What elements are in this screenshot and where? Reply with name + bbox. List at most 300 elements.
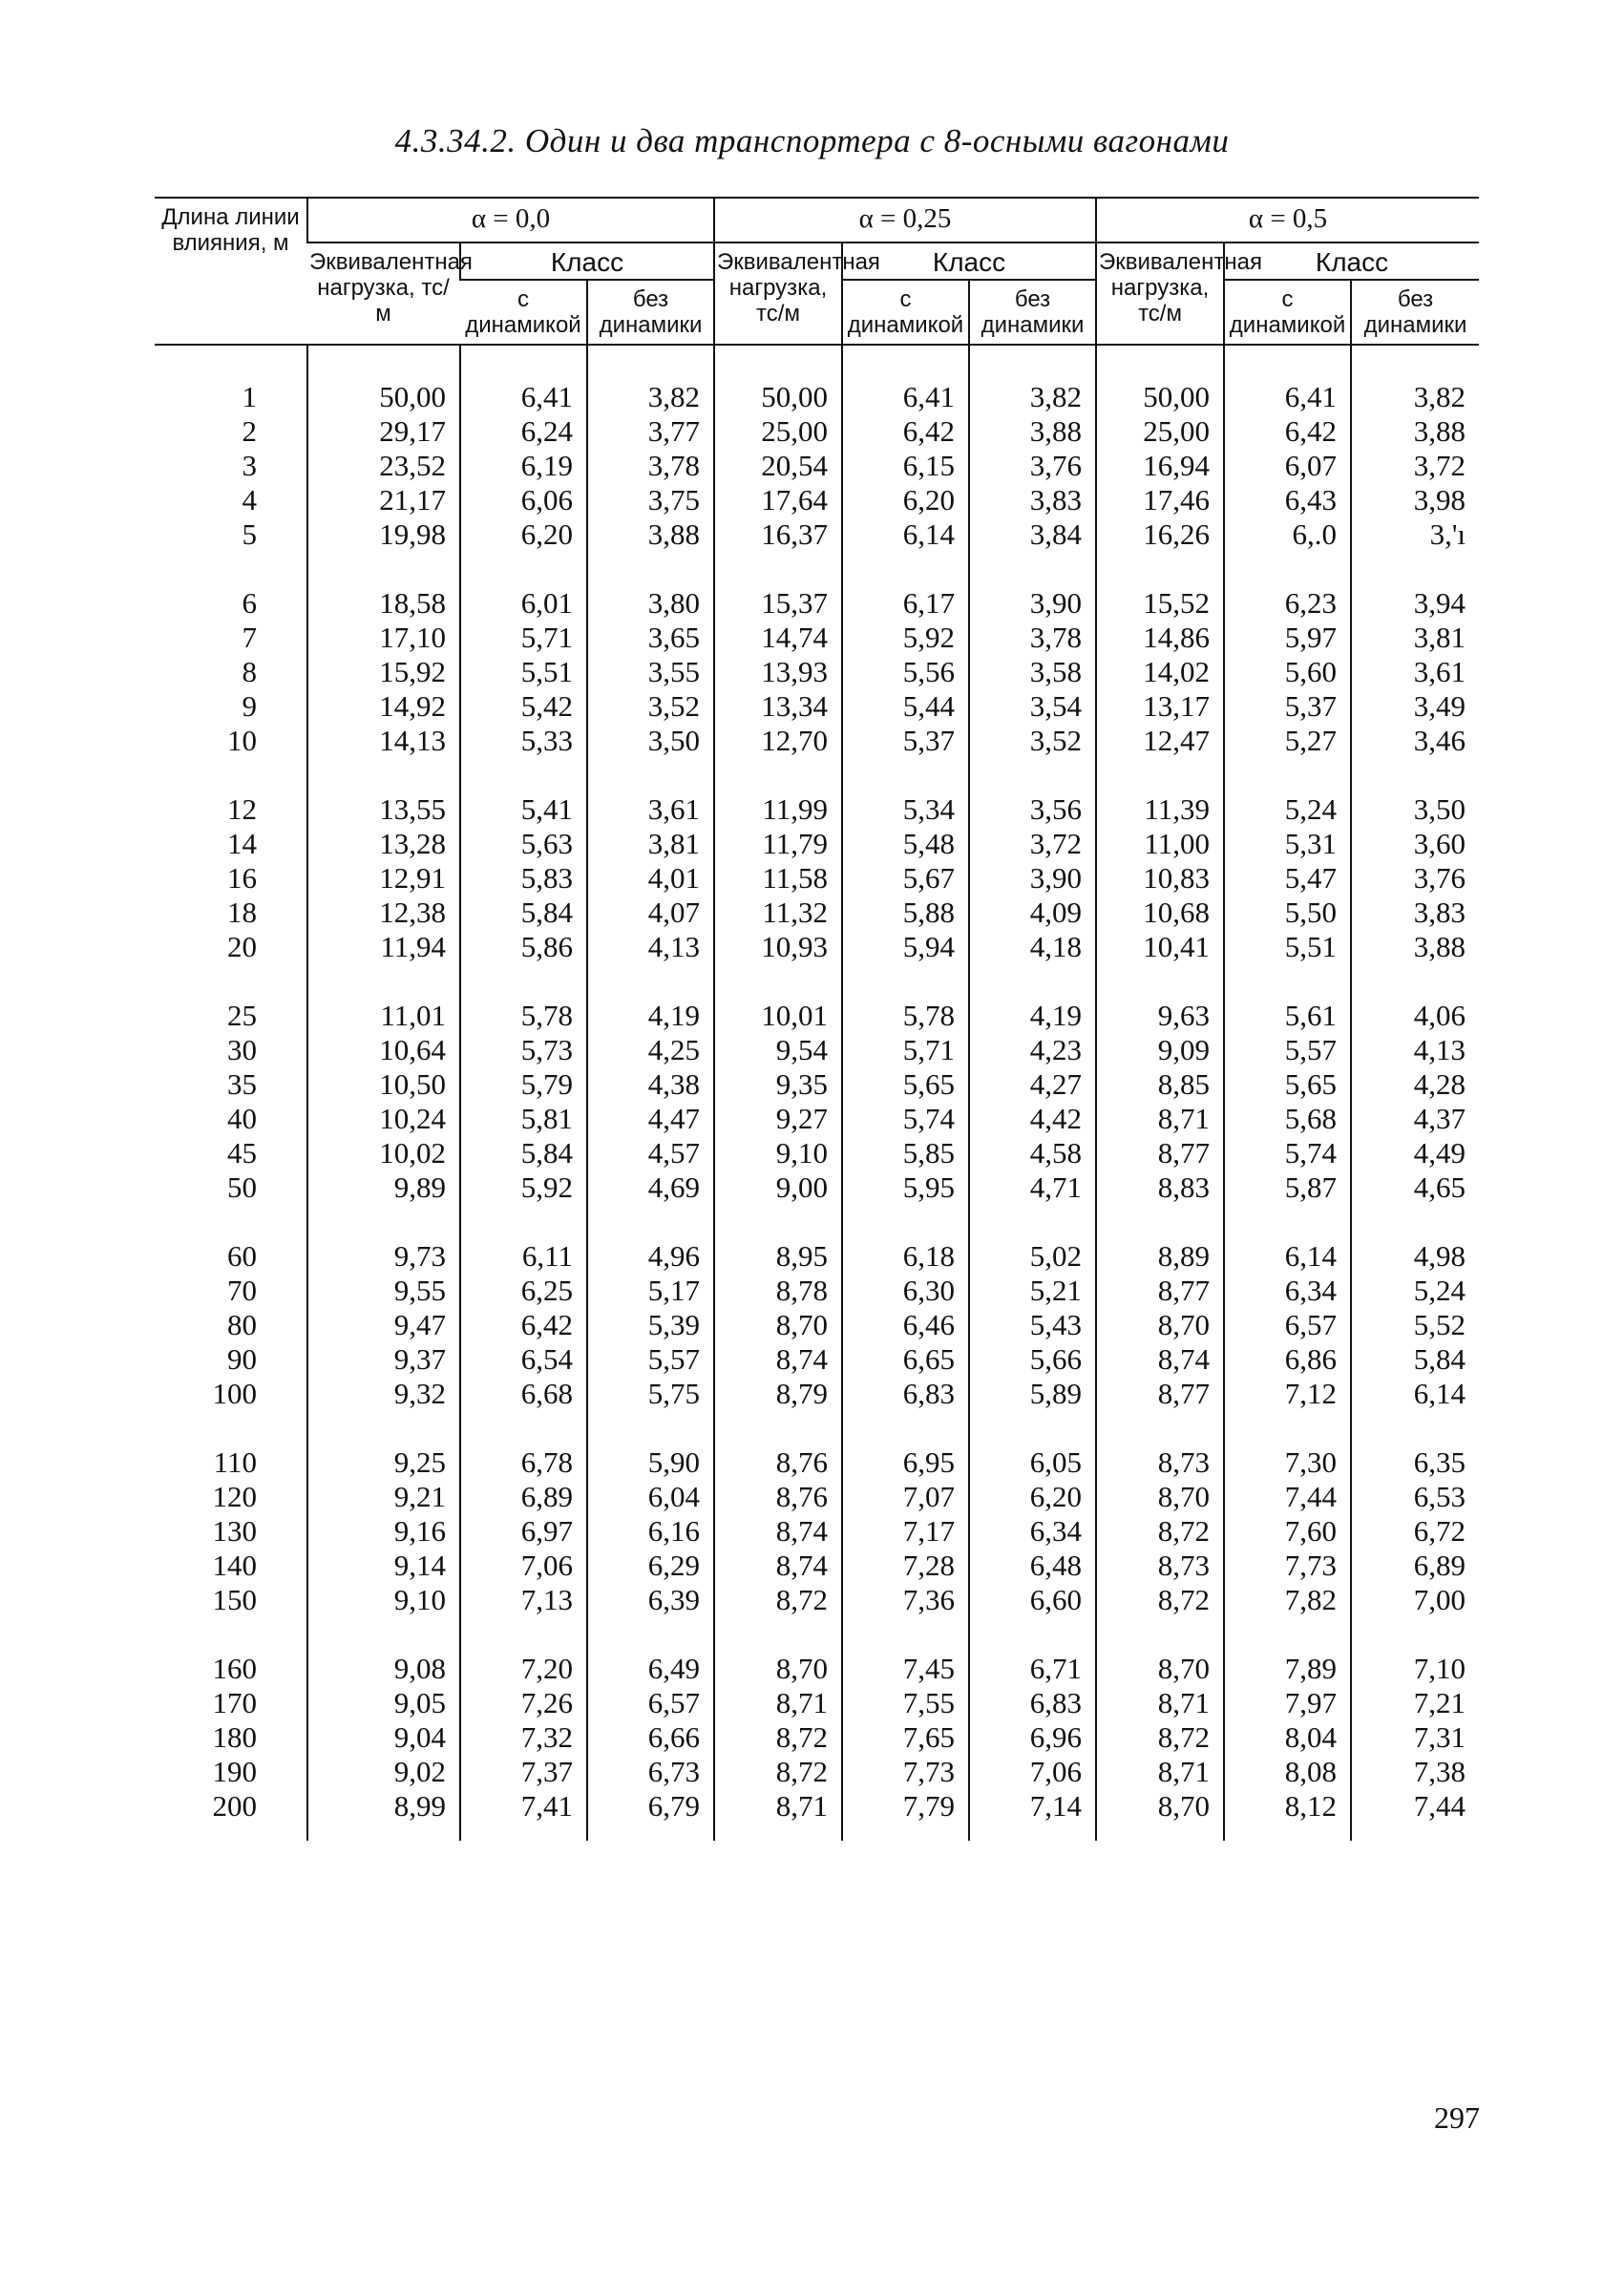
value-cell: 8,76 [714, 1480, 842, 1514]
value-cell: 5,88 [842, 896, 969, 930]
value-cell: 3,50 [1351, 792, 1479, 827]
value-cell: 4,23 [969, 1033, 1096, 1067]
spacer-cell [155, 1824, 307, 1841]
spacer-cell [1096, 1824, 1224, 1841]
value-cell: 17,46 [1096, 483, 1224, 517]
value-cell: 5,84 [460, 1136, 587, 1170]
row-spacer [155, 1824, 1479, 1841]
length-cell: 5 [242, 517, 257, 551]
value-cell: 6,39 [587, 1583, 714, 1617]
equiv-load-header-0: Эквивалентная нагрузка, тс/м [307, 242, 460, 345]
value-cell: 15,37 [714, 586, 842, 621]
value-cell: 9,63 [1096, 999, 1224, 1033]
value-cell: 7,17 [842, 1514, 969, 1549]
table-row [155, 1274, 1479, 1308]
value-cell: 6,05 [969, 1445, 1096, 1480]
value-cell: 8,12 [1224, 1789, 1351, 1824]
spacer-cell [155, 758, 307, 792]
value-cell: 5,92 [460, 1170, 587, 1205]
value-cell: 50,00 [714, 380, 842, 414]
value-cell: 6,73 [587, 1755, 714, 1789]
value-cell: 50,00 [307, 380, 460, 414]
spacer-cell [1351, 1824, 1479, 1841]
spacer-cell [1351, 345, 1479, 380]
value-cell: 3,77 [587, 414, 714, 449]
table-row [155, 449, 1479, 483]
spacer-cell [307, 758, 460, 792]
value-cell: 6,29 [587, 1549, 714, 1583]
value-cell: 3,88 [969, 414, 1096, 449]
value-cell: 6,14 [842, 517, 969, 552]
spacer-cell [714, 1205, 842, 1239]
value-cell: 8,71 [1096, 1755, 1224, 1789]
spacer-cell [1351, 1205, 1479, 1239]
value-cell: 7,07 [842, 1480, 969, 1514]
value-cell: 5,48 [842, 827, 969, 861]
length-cell: 35 [227, 1067, 257, 1101]
value-cell: 6,06 [460, 483, 587, 517]
value-cell: 8,78 [714, 1274, 842, 1308]
value-cell: 8,79 [714, 1377, 842, 1411]
length-cell: 200 [212, 1789, 257, 1823]
value-cell: 8,70 [1096, 1480, 1224, 1514]
spacer-cell [1351, 1617, 1479, 1652]
value-cell: 4,07 [587, 896, 714, 930]
value-cell: 5,24 [1351, 1274, 1479, 1308]
value-cell: 6,83 [842, 1377, 969, 1411]
spacer-cell [1351, 552, 1479, 586]
value-cell: 7,44 [1351, 1789, 1479, 1824]
class-header-5: Класс [1224, 242, 1479, 280]
value-cell: 11,39 [1096, 792, 1224, 827]
value-cell: 4,42 [969, 1102, 1096, 1136]
value-cell: 8,72 [714, 1720, 842, 1755]
value-cell: 5,89 [969, 1377, 1096, 1411]
value-cell: 6,89 [1351, 1549, 1479, 1583]
value-cell: 8,76 [714, 1445, 842, 1480]
value-cell: 7,65 [842, 1720, 969, 1755]
value-cell: 4,65 [1351, 1170, 1479, 1205]
value-cell: 8,72 [1096, 1514, 1224, 1549]
length-cell: 150 [212, 1583, 257, 1616]
value-cell: 8,72 [1096, 1583, 1224, 1617]
value-cell: 14,86 [1096, 621, 1224, 655]
value-cell: 5,92 [842, 621, 969, 655]
value-cell: 3,90 [969, 861, 1096, 896]
value-cell: 4,49 [1351, 1136, 1479, 1170]
spacer-cell [587, 1824, 714, 1841]
value-cell: 8,70 [1096, 1652, 1224, 1686]
value-cell: 7,73 [1224, 1549, 1351, 1583]
value-cell: 5,78 [460, 999, 587, 1033]
value-cell: 8,95 [714, 1239, 842, 1274]
value-cell: 9,14 [307, 1549, 460, 1583]
value-cell: 8,73 [1096, 1445, 1224, 1480]
value-cell: 15,92 [307, 655, 460, 689]
length-cell: 14 [227, 827, 257, 860]
value-cell: 8,72 [714, 1755, 842, 1789]
value-cell: 7,79 [842, 1789, 969, 1824]
table-row [155, 792, 1479, 827]
value-cell: 3,88 [587, 517, 714, 552]
table-row [155, 1033, 1479, 1067]
spacer-cell [307, 1824, 460, 1841]
spacer-cell [842, 1411, 969, 1445]
value-cell: 6,19 [460, 449, 587, 483]
value-cell: 6,60 [969, 1583, 1096, 1617]
value-cell: 5,74 [1224, 1136, 1351, 1170]
value-cell: 6,14 [1224, 1239, 1351, 1274]
value-cell: 7,10 [1351, 1652, 1479, 1686]
value-cell: 3,52 [969, 724, 1096, 758]
value-cell: 6,.0 [1224, 517, 1351, 552]
value-cell: 5,73 [460, 1033, 587, 1067]
value-cell: 3,50 [587, 724, 714, 758]
value-cell: 7,89 [1224, 1652, 1351, 1686]
table-row [155, 483, 1479, 517]
value-cell: 9,35 [714, 1067, 842, 1102]
spacer-cell [1224, 758, 1351, 792]
length-cell: 160 [212, 1652, 257, 1685]
value-cell: 11,99 [714, 792, 842, 827]
value-cell: 6,16 [587, 1514, 714, 1549]
value-cell: 16,37 [714, 517, 842, 552]
value-cell: 5,74 [842, 1102, 969, 1136]
spacer-cell [307, 552, 460, 586]
with-dynamics-header: с динамикой [460, 280, 587, 345]
value-cell: 3,98 [1351, 483, 1479, 517]
value-cell: 6,48 [969, 1549, 1096, 1583]
value-cell: 12,91 [307, 861, 460, 896]
value-cell: 3,88 [1351, 930, 1479, 964]
value-cell: 8,70 [1096, 1789, 1224, 1824]
value-cell: 7,21 [1351, 1686, 1479, 1720]
table-row [155, 1445, 1479, 1480]
spacer-cell [307, 964, 460, 999]
value-cell: 7,37 [460, 1755, 587, 1789]
value-cell: 4,19 [969, 999, 1096, 1033]
value-cell: 6,20 [969, 1480, 1096, 1514]
value-cell: 6,34 [1224, 1274, 1351, 1308]
length-cell: 50 [227, 1170, 257, 1204]
value-cell: 25,00 [714, 414, 842, 449]
value-cell: 5,94 [842, 930, 969, 964]
value-cell: 6,41 [1224, 380, 1351, 414]
value-cell: 3,78 [969, 621, 1096, 655]
value-cell: 9,08 [307, 1652, 460, 1686]
value-cell: 4,47 [587, 1102, 714, 1136]
value-cell: 6,41 [842, 380, 969, 414]
without-dynamics-header: без динамики [1351, 280, 1479, 345]
table-row [155, 1686, 1479, 1720]
value-cell: 11,00 [1096, 827, 1224, 861]
length-cell: 6 [242, 586, 257, 620]
spacer-cell [714, 1824, 842, 1841]
value-cell: 9,89 [307, 1170, 460, 1205]
spacer-cell [1224, 1824, 1351, 1841]
value-cell: 5,90 [587, 1445, 714, 1480]
value-cell: 6,79 [587, 1789, 714, 1824]
value-cell: 6,71 [969, 1652, 1096, 1686]
value-cell: 10,02 [307, 1136, 460, 1170]
value-cell: 3,54 [969, 689, 1096, 724]
length-cell: 18 [227, 896, 257, 929]
value-cell: 5,44 [842, 689, 969, 724]
spacer-cell [1096, 1205, 1224, 1239]
value-cell: 8,99 [307, 1789, 460, 1824]
table-row [155, 586, 1479, 621]
value-cell: 5,78 [842, 999, 969, 1033]
length-cell: 40 [227, 1102, 257, 1135]
value-cell: 5,87 [1224, 1170, 1351, 1205]
value-cell: 8,73 [1096, 1549, 1224, 1583]
value-cell: 5,33 [460, 724, 587, 758]
spacer-cell [842, 964, 969, 999]
length-cell: 45 [227, 1136, 257, 1170]
value-cell: 13,17 [1096, 689, 1224, 724]
value-cell: 7,00 [1351, 1583, 1479, 1617]
value-cell: 11,32 [714, 896, 842, 930]
table-row [155, 655, 1479, 689]
value-cell: 10,68 [1096, 896, 1224, 930]
table-row [155, 1308, 1479, 1342]
length-cell: 170 [212, 1686, 257, 1719]
value-cell: 7,20 [460, 1652, 587, 1686]
spacer-cell [307, 1411, 460, 1445]
value-cell: 4,98 [1351, 1239, 1479, 1274]
value-cell: 8,83 [1096, 1170, 1224, 1205]
value-cell: 17,64 [714, 483, 842, 517]
value-cell: 5,47 [1224, 861, 1351, 896]
value-cell: 25,00 [1096, 414, 1224, 449]
spacer-cell [460, 552, 587, 586]
length-header: Длина линии влияния, м [155, 198, 307, 345]
value-cell: 4,57 [587, 1136, 714, 1170]
value-cell: 3,94 [1351, 586, 1479, 621]
spacer-cell [155, 345, 307, 380]
value-cell: 16,94 [1096, 449, 1224, 483]
value-cell: 4,71 [969, 1170, 1096, 1205]
value-cell: 6,96 [969, 1720, 1096, 1755]
value-cell: 7,82 [1224, 1583, 1351, 1617]
value-cell: 6,89 [460, 1480, 587, 1514]
table-row [155, 724, 1479, 758]
value-cell: 5,52 [1351, 1308, 1479, 1342]
value-cell: 5,43 [969, 1308, 1096, 1342]
table-row [155, 1480, 1479, 1514]
spacer-cell [1351, 1411, 1479, 1445]
value-cell: 5,61 [1224, 999, 1351, 1033]
spacer-cell [155, 1617, 307, 1652]
class-header-0: Класс [460, 242, 714, 280]
row-spacer [155, 1205, 1479, 1239]
value-cell: 9,09 [1096, 1033, 1224, 1067]
spacer-cell [969, 1205, 1096, 1239]
table-row [155, 1377, 1479, 1411]
table-row [155, 896, 1479, 930]
value-cell: 5,65 [842, 1067, 969, 1102]
value-cell: 5,34 [842, 792, 969, 827]
spacer-cell [842, 1617, 969, 1652]
value-cell: 7,14 [969, 1789, 1096, 1824]
spacer-cell [842, 345, 969, 380]
spacer-cell [969, 1411, 1096, 1445]
value-cell: 4,19 [587, 999, 714, 1033]
value-cell: 5,67 [842, 861, 969, 896]
value-cell: 8,74 [714, 1549, 842, 1583]
spacer-cell [460, 964, 587, 999]
table-row [155, 380, 1479, 414]
spacer-cell [969, 964, 1096, 999]
value-cell: 13,55 [307, 792, 460, 827]
value-cell: 7,55 [842, 1686, 969, 1720]
spacer-cell [969, 552, 1096, 586]
with-dynamics-header: с динамикой [1224, 280, 1351, 345]
table-row [155, 1549, 1479, 1583]
length-cell: 9 [242, 689, 257, 723]
value-cell: 4,28 [1351, 1067, 1479, 1102]
value-cell: 3,61 [1351, 655, 1479, 689]
length-cell: 2 [242, 414, 257, 448]
length-cell: 16 [227, 861, 257, 895]
value-cell: 6,07 [1224, 449, 1351, 483]
page-number: 297 [1434, 2100, 1480, 2135]
value-cell: 6,72 [1351, 1514, 1479, 1549]
value-cell: 5,31 [1224, 827, 1351, 861]
value-cell: 11,94 [307, 930, 460, 964]
value-cell: 3,78 [587, 449, 714, 483]
value-cell: 3,76 [969, 449, 1096, 483]
alpha-header-5: α = 0,5 [1096, 198, 1479, 242]
row-spacer [155, 552, 1479, 586]
value-cell: 6,65 [842, 1342, 969, 1377]
value-cell: 5,60 [1224, 655, 1351, 689]
spacer-cell [587, 345, 714, 380]
row-spacer [155, 1411, 1479, 1445]
table-body [155, 345, 1479, 1841]
table-row [155, 827, 1479, 861]
spacer-cell [714, 1617, 842, 1652]
alpha-header-0: α = 0,0 [307, 198, 714, 242]
value-cell: 6,30 [842, 1274, 969, 1308]
value-cell: 5,41 [460, 792, 587, 827]
value-cell: 6,18 [842, 1239, 969, 1274]
spacer-cell [714, 1411, 842, 1445]
value-cell: 4,25 [587, 1033, 714, 1067]
value-cell: 5,57 [1224, 1033, 1351, 1067]
value-cell: 3,56 [969, 792, 1096, 827]
value-cell: 8,85 [1096, 1067, 1224, 1102]
value-cell: 5,83 [460, 861, 587, 896]
value-cell: 5,85 [842, 1136, 969, 1170]
row-spacer [155, 964, 1479, 999]
table-row [155, 1652, 1479, 1686]
value-cell: 7,38 [1351, 1755, 1479, 1789]
value-cell: 3,49 [1351, 689, 1479, 724]
value-cell: 3,80 [587, 586, 714, 621]
table-row [155, 1583, 1479, 1617]
table-row [155, 1342, 1479, 1377]
value-cell: 9,05 [307, 1686, 460, 1720]
value-cell: 3,90 [969, 586, 1096, 621]
value-cell: 7,13 [460, 1583, 587, 1617]
spacer-cell [1224, 1617, 1351, 1652]
value-cell: 9,27 [714, 1102, 842, 1136]
value-cell: 5,75 [587, 1377, 714, 1411]
spacer-cell [969, 758, 1096, 792]
spacer-cell [714, 345, 842, 380]
value-cell: 8,77 [1096, 1274, 1224, 1308]
value-cell: 14,92 [307, 689, 460, 724]
length-cell: 190 [212, 1755, 257, 1788]
table-row [155, 414, 1479, 449]
spacer-cell [714, 758, 842, 792]
length-cell: 4 [242, 483, 257, 517]
value-cell: 10,41 [1096, 930, 1224, 964]
length-cell: 7 [242, 621, 257, 654]
value-cell: 8,72 [1096, 1720, 1224, 1755]
value-cell: 4,18 [969, 930, 1096, 964]
length-cell: 1 [242, 380, 257, 413]
table-row [155, 1170, 1479, 1205]
value-cell: 5,17 [587, 1274, 714, 1308]
value-cell: 6,66 [587, 1720, 714, 1755]
spacer-cell [307, 345, 460, 380]
value-cell: 5,97 [1224, 621, 1351, 655]
value-cell: 3,72 [969, 827, 1096, 861]
spacer-cell [460, 1411, 587, 1445]
value-cell: 7,32 [460, 1720, 587, 1755]
value-cell: 13,34 [714, 689, 842, 724]
table-row [155, 1514, 1479, 1549]
value-cell: 5,57 [587, 1342, 714, 1377]
value-cell: 7,45 [842, 1652, 969, 1686]
length-cell: 120 [212, 1480, 257, 1513]
spacer-cell [587, 964, 714, 999]
value-cell: 5,51 [460, 655, 587, 689]
value-cell: 8,71 [1096, 1686, 1224, 1720]
equiv-load-header-25: Эквивалентная нагрузка, тс/м [714, 242, 842, 345]
value-cell: 5,39 [587, 1308, 714, 1342]
spacer-cell [1096, 345, 1224, 380]
value-cell: 7,73 [842, 1755, 969, 1789]
value-cell: 14,02 [1096, 655, 1224, 689]
length-cell: 100 [212, 1377, 257, 1410]
value-cell: 8,70 [714, 1308, 842, 1342]
without-dynamics-header: без динамики [587, 280, 714, 345]
value-cell: 6,83 [969, 1686, 1096, 1720]
value-cell: 3,76 [1351, 861, 1479, 896]
value-cell: 3,'ı [1351, 517, 1479, 552]
row-spacer [155, 345, 1479, 380]
value-cell: 6,41 [460, 380, 587, 414]
length-cell: 80 [227, 1308, 257, 1341]
spacer-cell [1096, 1411, 1224, 1445]
value-cell: 6,14 [1351, 1377, 1479, 1411]
value-cell: 4,69 [587, 1170, 714, 1205]
value-cell: 5,02 [969, 1239, 1096, 1274]
value-cell: 5,42 [460, 689, 587, 724]
value-cell: 13,93 [714, 655, 842, 689]
value-cell: 7,28 [842, 1549, 969, 1583]
spacer-cell [1351, 758, 1479, 792]
value-cell: 21,17 [307, 483, 460, 517]
value-cell: 9,47 [307, 1308, 460, 1342]
value-cell: 7,30 [1224, 1445, 1351, 1480]
value-cell: 3,65 [587, 621, 714, 655]
value-cell: 9,32 [307, 1377, 460, 1411]
spacer-cell [587, 1411, 714, 1445]
